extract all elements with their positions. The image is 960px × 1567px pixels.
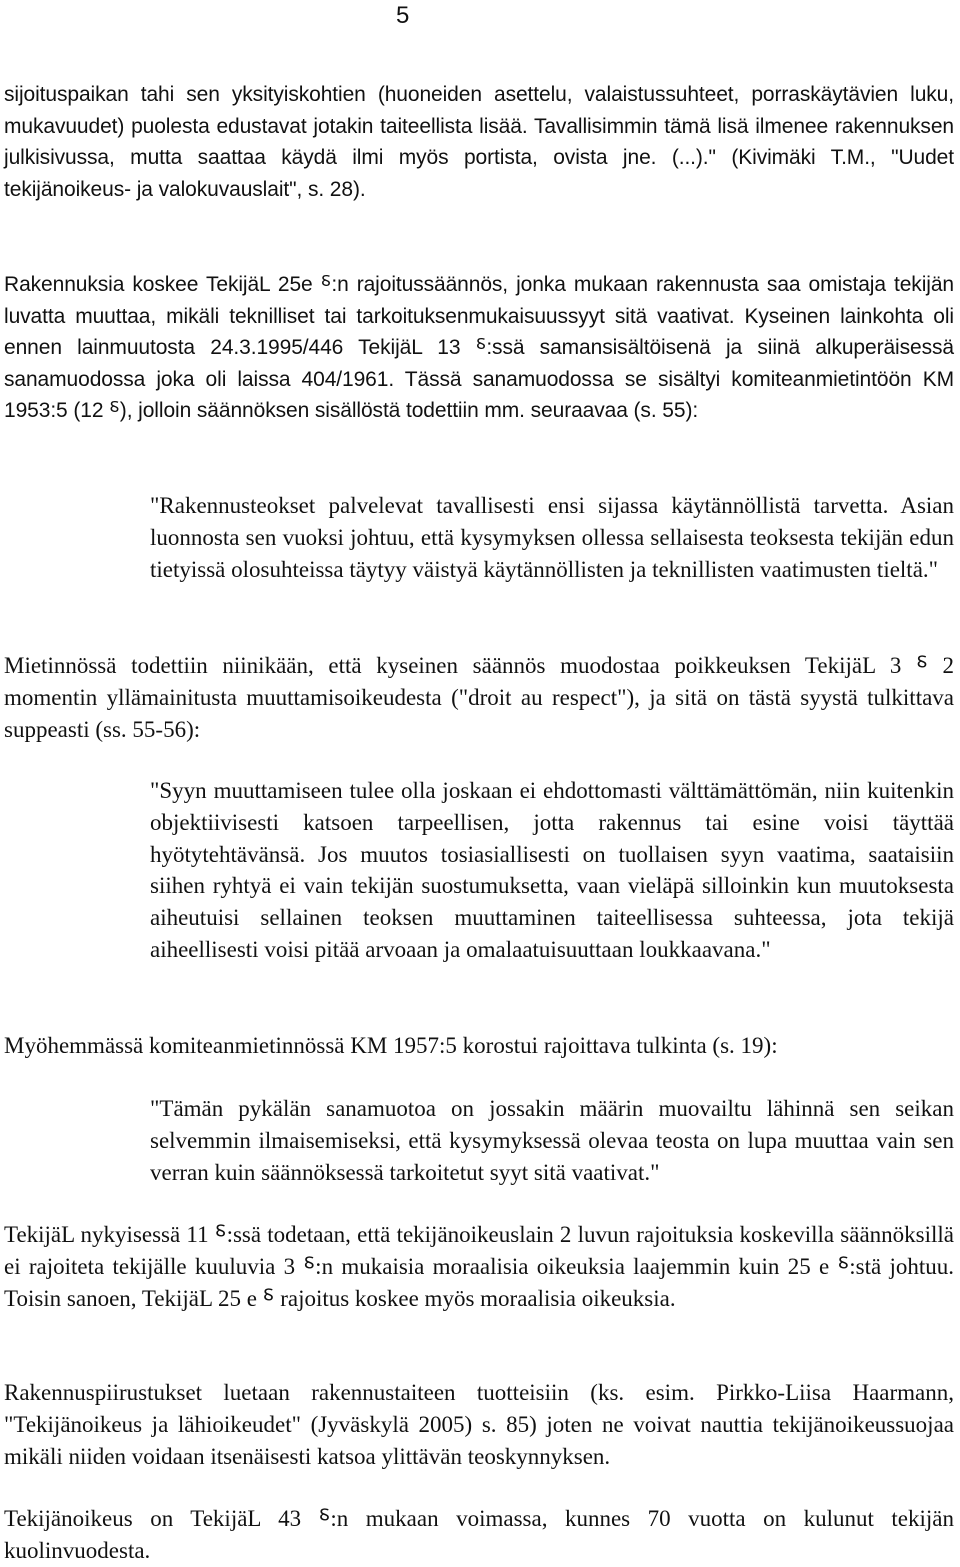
paragraph-building-restriction: Rakennuksia koskee TekijäL 25e ⸹:n rajoitussäännös, jonka mukaan rakennusta saa omistaja tekijän luvatta muuttaa, mikäli teknilliset tai tarkoituksenmukaisuussyyt sitä vaativat. Kyseinen lainkohta oli ennen lainmuutosta 24.3.1995/446 TekijäL 13 ⸹:ssä samansisältöisenä ja siinä alkuperäisessä sanamuodossa joka oli laissa 404/1961. Tässä sanamuodossa se sisältyi komiteanmietintöön KM 1953:5 (12 ⸹), jolloin säännöksen sisällöstä todettiin mm. seuraavaa (s. 55): — [4, 273, 954, 422]
paragraph-committee-interpretation: Mietinnössä todettiin niinikään, että kyseinen säännös muodostaa poikkeuksen TekijäL 3 ⸹ 2 momentin yllämainitusta muuttamisoikeudesta ("droit au respect"), ja sitä on tästä syystä tulkittava suppeasti (ss. 55-56): — [4, 653, 954, 742]
paragraph-intro: sijoituspaikan tahi sen yksityiskohtien (huoneiden asettelu, valaistussuhteet, porraskäytävien luku, mukavuudet) puolesta edustavat jotakin taiteellista lisää. Tavallisimmin tämä lisä ilmenee rakennuksen julkisivussa, mutta saattaa käydä ilmi myös portista, ovista jne. (...)." (Kivimäki T.M., "Uudet tekijänoikeus- ja valokuvauslait", s. 28). — [4, 83, 954, 201]
quote-committee-reason: "Syyn muuttamiseen tulee olla joskaan ei ehdottomasti välttämättömän, niin kuitenkin objektiivisesti katsoen tarpeellisen, jotta rakennus tai esine voisi täyttää hyötytehtävänsä. Jos muutos tosiasiallisesti on tuollaisen syyn vaatima, saataisiin siihen ryhtyä ei vain tekijän suostumuksetta, vaan vieläpä silloinkin kun muutoksesta aiheutuisi sellainen teoksen muuttaminen taiteellisessa suhteessa, jota tekijä aiheellisesti voisi pitää arvoaan ja omalaatuisuuttaan loukkaavana." — [150, 778, 954, 962]
page-number: 5 — [396, 2, 410, 29]
paragraph-later-committee: Myöhemmässä komiteanmietinnössä KM 1957:5 korostui rajoittava tulkinta (s. 19): — [4, 1033, 778, 1058]
paragraph-copyright-duration: Tekijänoikeus on TekijäL 43 ⸹:n mukaan voimassa, kunnes 70 vuotta on kulunut tekijän kuolinvuodesta. — [4, 1506, 954, 1563]
quote-committee-1953: "Rakennusteokset palvelevat tavallisesti ensi sijassa käytännöllistä tarvetta. Asian luonnosta sen vuoksi johtuu, että kysymyksen ollessa sellaisesta teoksesta tekijän edun tietyissä olosuhteissa täytyy väistyä käytännöllisten ja teknillisten vaatimusten tieltä." — [150, 493, 954, 582]
paragraph-current-law: TekijäL nykyisessä 11 ⸹:ssä todetaan, että tekijänoikeuslain 2 luvun rajoituksia koskevilla säännöksillä ei rajoiteta tekijälle kuuluvia 3 ⸹:n mukaisia moraalisia oikeuksia laajemmin kuin 25 e ⸹:stä johtuu. Toisin sanoen, TekijäL 25 e ⸹ rajoitus koskee myös moraalisia oikeuksia. — [4, 1222, 954, 1311]
quote-committee-1957: "Tämän pykälän sanamuotoa on jossakin määrin muovailtu lähinnä sen seikan selvemmin ilmaisemiseksi, että kysymyksessä olevaa teosta on lupa muuttaa vain sen verran kuin säännöksessä tarkoitetut syyt sitä vaativat." — [150, 1096, 954, 1185]
paragraph-architectural-drawings: Rakennuspiirustukset luetaan rakennustaiteen tuotteisiin (ks. esim. Pirkko-Liisa Haarmann, "Tekijänoikeus ja lähioikeudet" (Jyväskylä 2005) s. 85) joten ne voivat nauttia tekijänoikeussuojaa mikäli niiden voidaan itsenäisesti katsoa ylittävän teoskynnyksen. — [4, 1380, 954, 1469]
